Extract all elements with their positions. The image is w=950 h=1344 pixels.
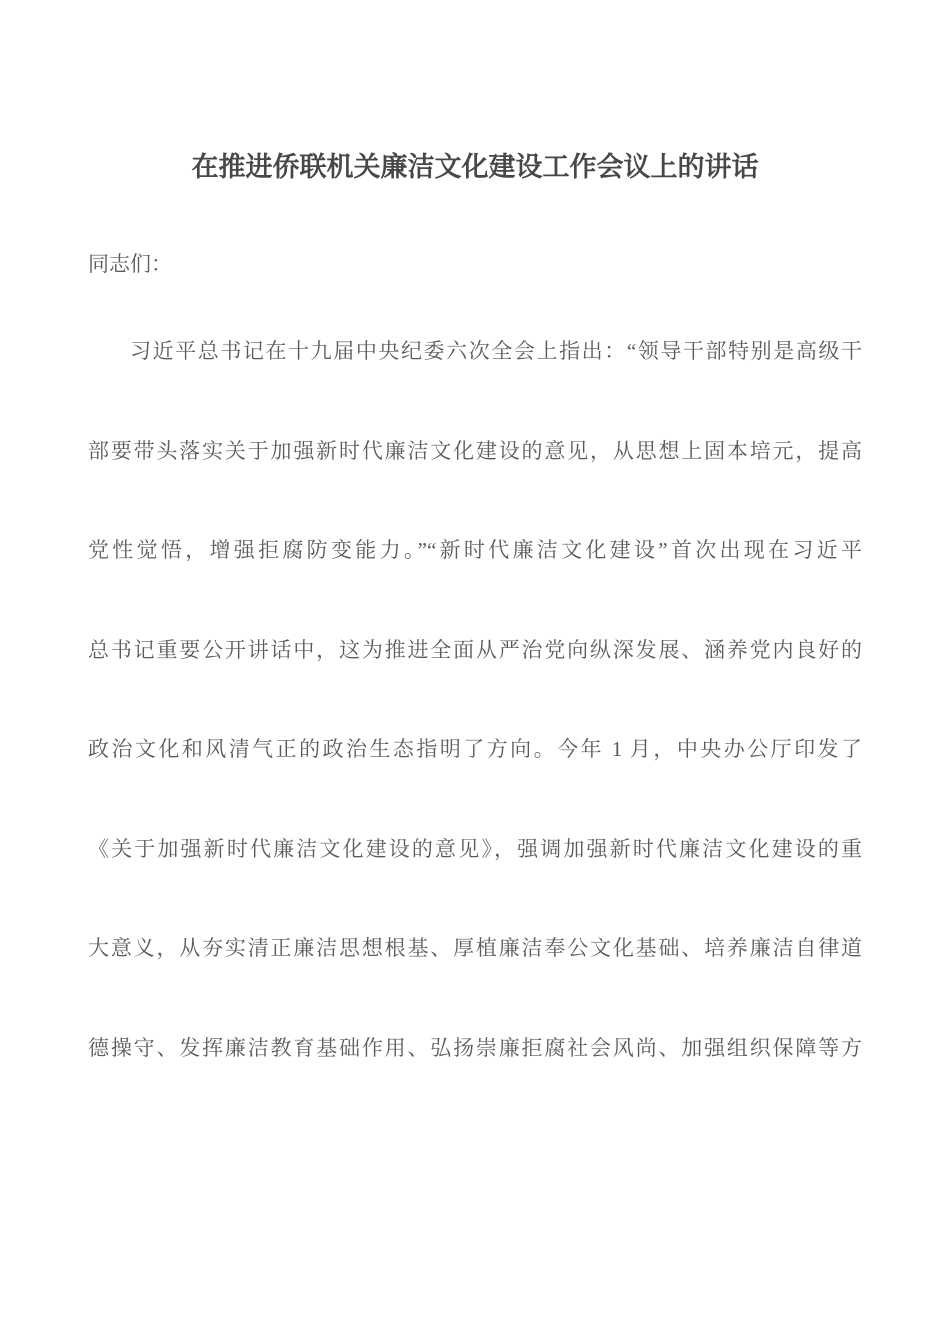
paragraph-line: 大意义，从夯实清正廉洁思想根基、厚植廉洁奉公文化基础、培养廉洁自律道 — [88, 936, 862, 960]
paragraph-line: 党性觉悟，增强拒腐防变能力。”“新时代廉洁文化建设”首次出现在习近平 — [88, 538, 862, 562]
paragraph-line: 习近平总书记在十九届中央纪委六次全会上指出：“领导干部特别是高级干 — [130, 339, 862, 363]
paragraph-line: 德操守、发挥廉洁教育基础作用、弘扬崇廉拒腐社会风尚、加强组织保障等方 — [88, 1035, 862, 1060]
document-title: 在推进侨联机关廉洁文化建设工作会议上的讲话 — [191, 152, 759, 182]
paragraph-line: 总书记重要公开讲话中，这为推进全面从严治党向纵深发展、涵养党内良好的 — [88, 637, 862, 662]
paragraph-line: 政治文化和风清气正的政治生态指明了方向。今年 1 月，中央办公厅印发了 — [88, 737, 862, 761]
body-paragraph — [88, 302, 862, 1098]
greeting-line: 同志们： — [88, 252, 172, 276]
paragraph-line: 部要带头落实关于加强新时代廉洁文化建设的意见，从思想上固本培元，提高 — [88, 438, 862, 463]
paragraph-line: 《关于加强新时代廉洁文化建设的意见》，强调加强新时代廉洁文化建设的重 — [88, 836, 862, 861]
